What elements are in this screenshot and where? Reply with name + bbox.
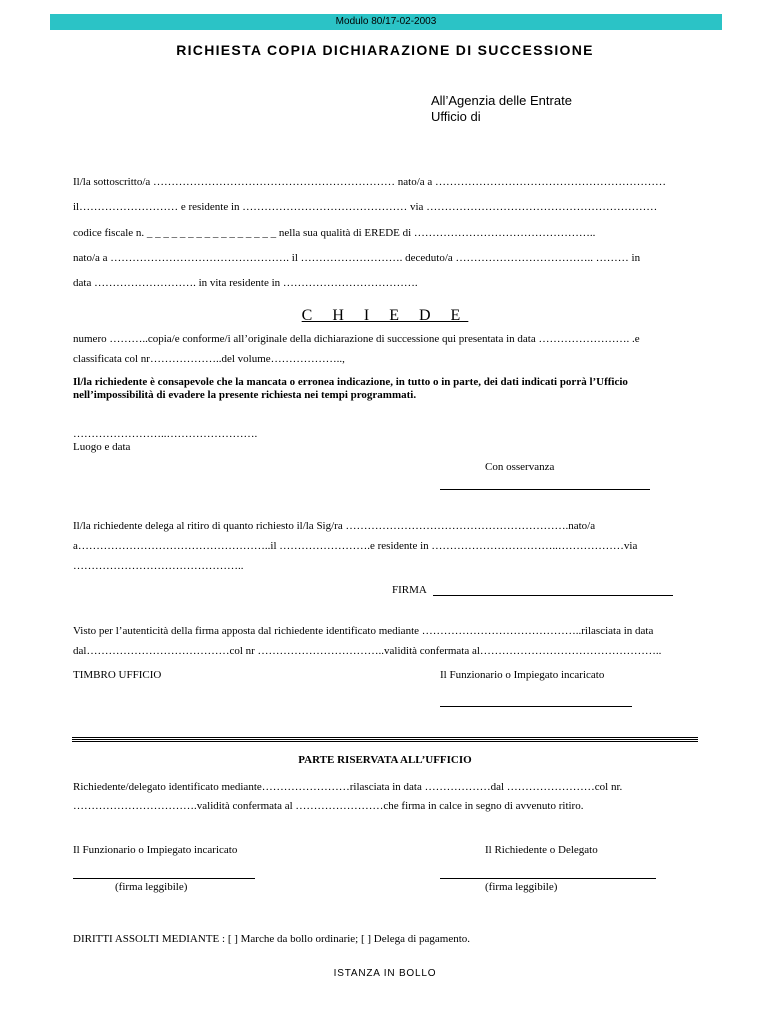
place-date-dots: ……………………..……………………. [73,428,258,440]
fees-option-stamps: [ ] Marche da bollo ordinarie; [227,933,359,945]
recipient-agency: All’Agenzia delle Entrate [431,93,572,108]
requester-signature-line [440,489,650,490]
document-title: RICHIESTA COPIA DICHIARAZIONE DI SUCCESSIONE [176,42,594,58]
authentication-line-1: Visto per l’autenticità della firma apposta dal richiedente identificato mediante ……………………………………..rilasciata in data [73,625,654,637]
regards-text: Con osservanza [485,461,555,473]
requester-tax-code-line: codice fiscale n. _ _ _ _ _ _ _ _ _ _ _ _ _ _ _ _ nella sua qualità di EREDE di ………………………………………….. [73,227,596,239]
requester-name-line: Il/la sottoscritto/a ………………………………………………………… nato/a a ……………………………………………………… [73,176,667,188]
office-delegate-signature-line [440,878,656,879]
office-section-heading: PARTE RISERVATA ALL’UFFICIO [298,754,472,766]
deceased-birth-line: nato/a a …………………………………………. il ………………………. deceduto/a ……………………………….. ……… in [73,252,641,264]
notice-line-1: Il/la richiedente è consapevole che la mancata o erronea indicazione, in tutto o in parte, dei dati indicati porrà l’Ufficio [73,376,628,388]
delegation-line-2: a……………………………………………..il …………………….e residente in ……………………………..………………via [73,540,638,552]
section-separator [72,737,698,743]
office-identification-line-1: Richiedente/delegato identificato mediante……………………rilasciata in data ………………dal ……………………col nr. [73,781,623,793]
delegation-line-1: Il/la richiedente delega al ritiro di quanto richiesto il/la Sig/ra …………………………………………………….nato/a [73,520,596,532]
stamp-note: ISTANZA IN BOLLO [333,968,437,979]
office-stamp-label: TIMBRO UFFICIO [73,669,162,681]
officer-signature-line [440,706,632,707]
officer-label: Il Funzionario o Impiegato incaricato [440,669,605,681]
office-delegate-label: Il Richiedente o Delegato [485,844,598,856]
fees-line [73,933,470,945]
fees-option-payment: [ ] Delega di pagamento. [360,933,471,945]
delegation-line-3: ……………………………………….. [73,560,244,572]
requester-birth-residence-line: il……………………… e residente in ……………………………………… via ……………………………………………………… [73,201,658,213]
signature-label: FIRMA [392,584,427,596]
deceased-residence-line: data ………………………. in vita residente in ………………………………. [73,277,418,289]
notice-line-2: nell’impossibilità di evadere la presente richiesta nei tempi programmati. [73,389,417,401]
legible-signature-right: (firma leggibile) [485,881,558,893]
legible-signature-left: (firma leggibile) [115,881,188,893]
recipient-office: Ufficio di [431,109,481,124]
office-identification-line-2: …………………………….validità confermata al ……………………che firma in calce in segno di avvenuto ritiro. [73,800,584,812]
module-code-bar [50,14,722,30]
office-officer-label: Il Funzionario o Impiegato incaricato [73,844,238,856]
place-date-label: Luogo e data [73,441,131,453]
authentication-line-2: dal…………………………………col nr ……………………………..validità confermata al………………………………………….. [73,645,662,657]
copies-line: numero ………..copia/e conforme/i all’originale della dichiarazione di successione qui presentata in data ……………………. .e [73,333,640,345]
module-code: Modulo 80/17-02-2003 [335,16,437,27]
chiede-heading: C H I E D E [301,307,469,324]
office-officer-signature-line [73,878,255,879]
delegation-signature-line [433,595,673,596]
fees-label: DIRITTI ASSOLTI MEDIANTE : [73,933,226,945]
classification-line: classificata col nr………………..del volume……………….., [73,353,345,365]
